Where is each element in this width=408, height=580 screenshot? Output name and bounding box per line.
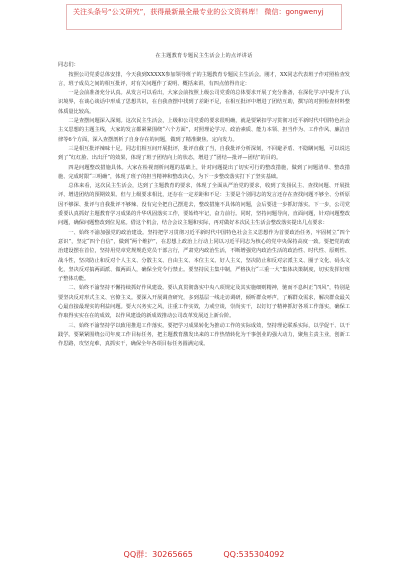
paragraph: 一是会前准备充分认真。从发言可以看出，大家会前按照上级公司党委的总体要求开展了充分准备，在深化学习中提升了认识境界，在谈心谈话中形成了思想共识，在自我查摆中找到了差距不足，在相互批评中增进了团结互助，撰写的对照检查材料整体质量比较高。 bbox=[58, 90, 350, 115]
paragraph: 二是查摆问题深入深刻。这次民主生活会，上级和公司党委的要求很明确，就是要紧扣学习贯彻习近平新时代中国特色社会主义思想的主题主线，大家的发言都紧紧围绕“六个方面”，对照理论学习、政治素质、能力本领、担当作为、工作作风、廉洁自律等6个方面，深入查摆剖析了自身存在的问题，做到了精准聚焦、定向发力。 bbox=[58, 118, 350, 143]
paragraph: 三、始终不渝坚持学以致用推进工作落实。要把学习成果转化为推动工作的实际成效，坚持理论联系实际，以学促干、以干践学。要紧紧围绕公司年度工作目标任务，把主题教育激发出来的工作热情转化为干事创业的强大动力，聚焦主责主业，创新工作思路，攻坚克难，真抓实干，确保全年各项目标任务圆满完成。 bbox=[58, 322, 350, 348]
paragraph: 一、始终不渝加强党的政治建设。坚持把学习贯彻习近平新时代中国特色社会主义思想作为首要政治任务，牢固树立“四个意识”，坚定“四个自信”，做到“两个维护”，在思想上政治上行动上同以习近平同志为核心的党中央保持高度一致。要把党的政治建设摆在首位，坚持用党章党规规范党员干部言行，严肃党内政治生活，不断增强党内政治生活的政治性、时代性、原则性、战斗性，坚决防止和反对个人主义、分散主义、自由主义、本位主义、好人主义，坚决防止和反对宗派主义、圈子文化、码头文化，坚决反对搞两面派、做两面人，确保全党令行禁止。要坚持民主集中制，严格执行“三重一大”集体决策制度，切实发挥好班子整体功能。 bbox=[58, 229, 350, 283]
paragraph: 四是问题整改措施具体。大家在检视剖析问题的基础上，针对问题提出了切实可行的整改措施，做到了问题清单、整改措施、完成时限“三明确”，体现了班子的担当精神和整改决心，为下一步整改落实打下了坚实基础。 bbox=[58, 164, 350, 180]
document-page bbox=[58, 52, 350, 537]
qq-group-label: QQ群：30265665 bbox=[123, 550, 193, 559]
document-title: 在主题教育专题民主生活会上的点评讲话 bbox=[155, 53, 253, 59]
qq-label: QQ:535304092 bbox=[223, 550, 285, 559]
contact-footer bbox=[0, 548, 408, 562]
paragraph: 二、始终不渝坚持不懈持续抓好作风建设。要认真贯彻落实中央八项规定及其实施细则精神，驰而不息纠正“四风”，特别是要坚决反对形式主义、官僚主义。要深入开展调查研究，多到基层一线走访调研，倾听群众呼声，了解群众需求，解决群众最关心最直接最现实的利益问题。要大兴务实之风，注重工作实效，力戒空谈，崇尚实干，以钉钉子精神抓好各项工作落实，确保工作取得实实在在的成效，以作风建设的新成效推动公司改革发展迈上新台阶。 bbox=[58, 285, 350, 320]
paragraph: 总体来看，这次民主生活会，达到了主题教育的要求，体现了全面从严治党的要求，收到了发扬民主、查找问题、开展批评、增进团结的预期效果。但与上级要求相比，还存在一定差距和不足：主要是个别同志的发言还存在查找问题不够全、分析原因不够深、批评与自我批评不够辣、没有完全把自己摆进去，整改措施不具体的问题，会后要进一步抓好落实。下一步，公司党委要认真抓好主题教育学习成果的升华巩固落实工作，要始终牢记，奋力前行。同时，坚持问题导向，直面问题，针对问题整改问题，确保问题整改到位见底。借这个机会，结合会议主题和实际，再对做好本次民主生活会整改落实提出几点要求： bbox=[58, 183, 350, 227]
paragraph: 按照公司党委总体安排，今天我到XXXXX参加领导班子的主题教育专题民主生活会。刚才，XX同志代表班子作对照检查发言，班子成员之间的相互批评，对有关问题作了说明、概括来讲，有四点值得肯定： bbox=[58, 71, 350, 87]
promo-banner-line: 关注头条号“公文研究”，获得最新最全最专业的公文资料库！ 微信：gongwenyj bbox=[73, 8, 324, 16]
salutation: 同志们： bbox=[58, 62, 79, 69]
paragraph: 三是相互批评辣味十足。同志们相互间开展批评，批评直截了当，自我批评分析深刻，不回避矛盾、不隐瞒问题，可以说达到了“红红脸、出出汗”的效果，体现了班子团结向上的状态，增进了“团结—批评—团结”的目的。 bbox=[58, 145, 350, 162]
promo-banner bbox=[66, 4, 342, 30]
